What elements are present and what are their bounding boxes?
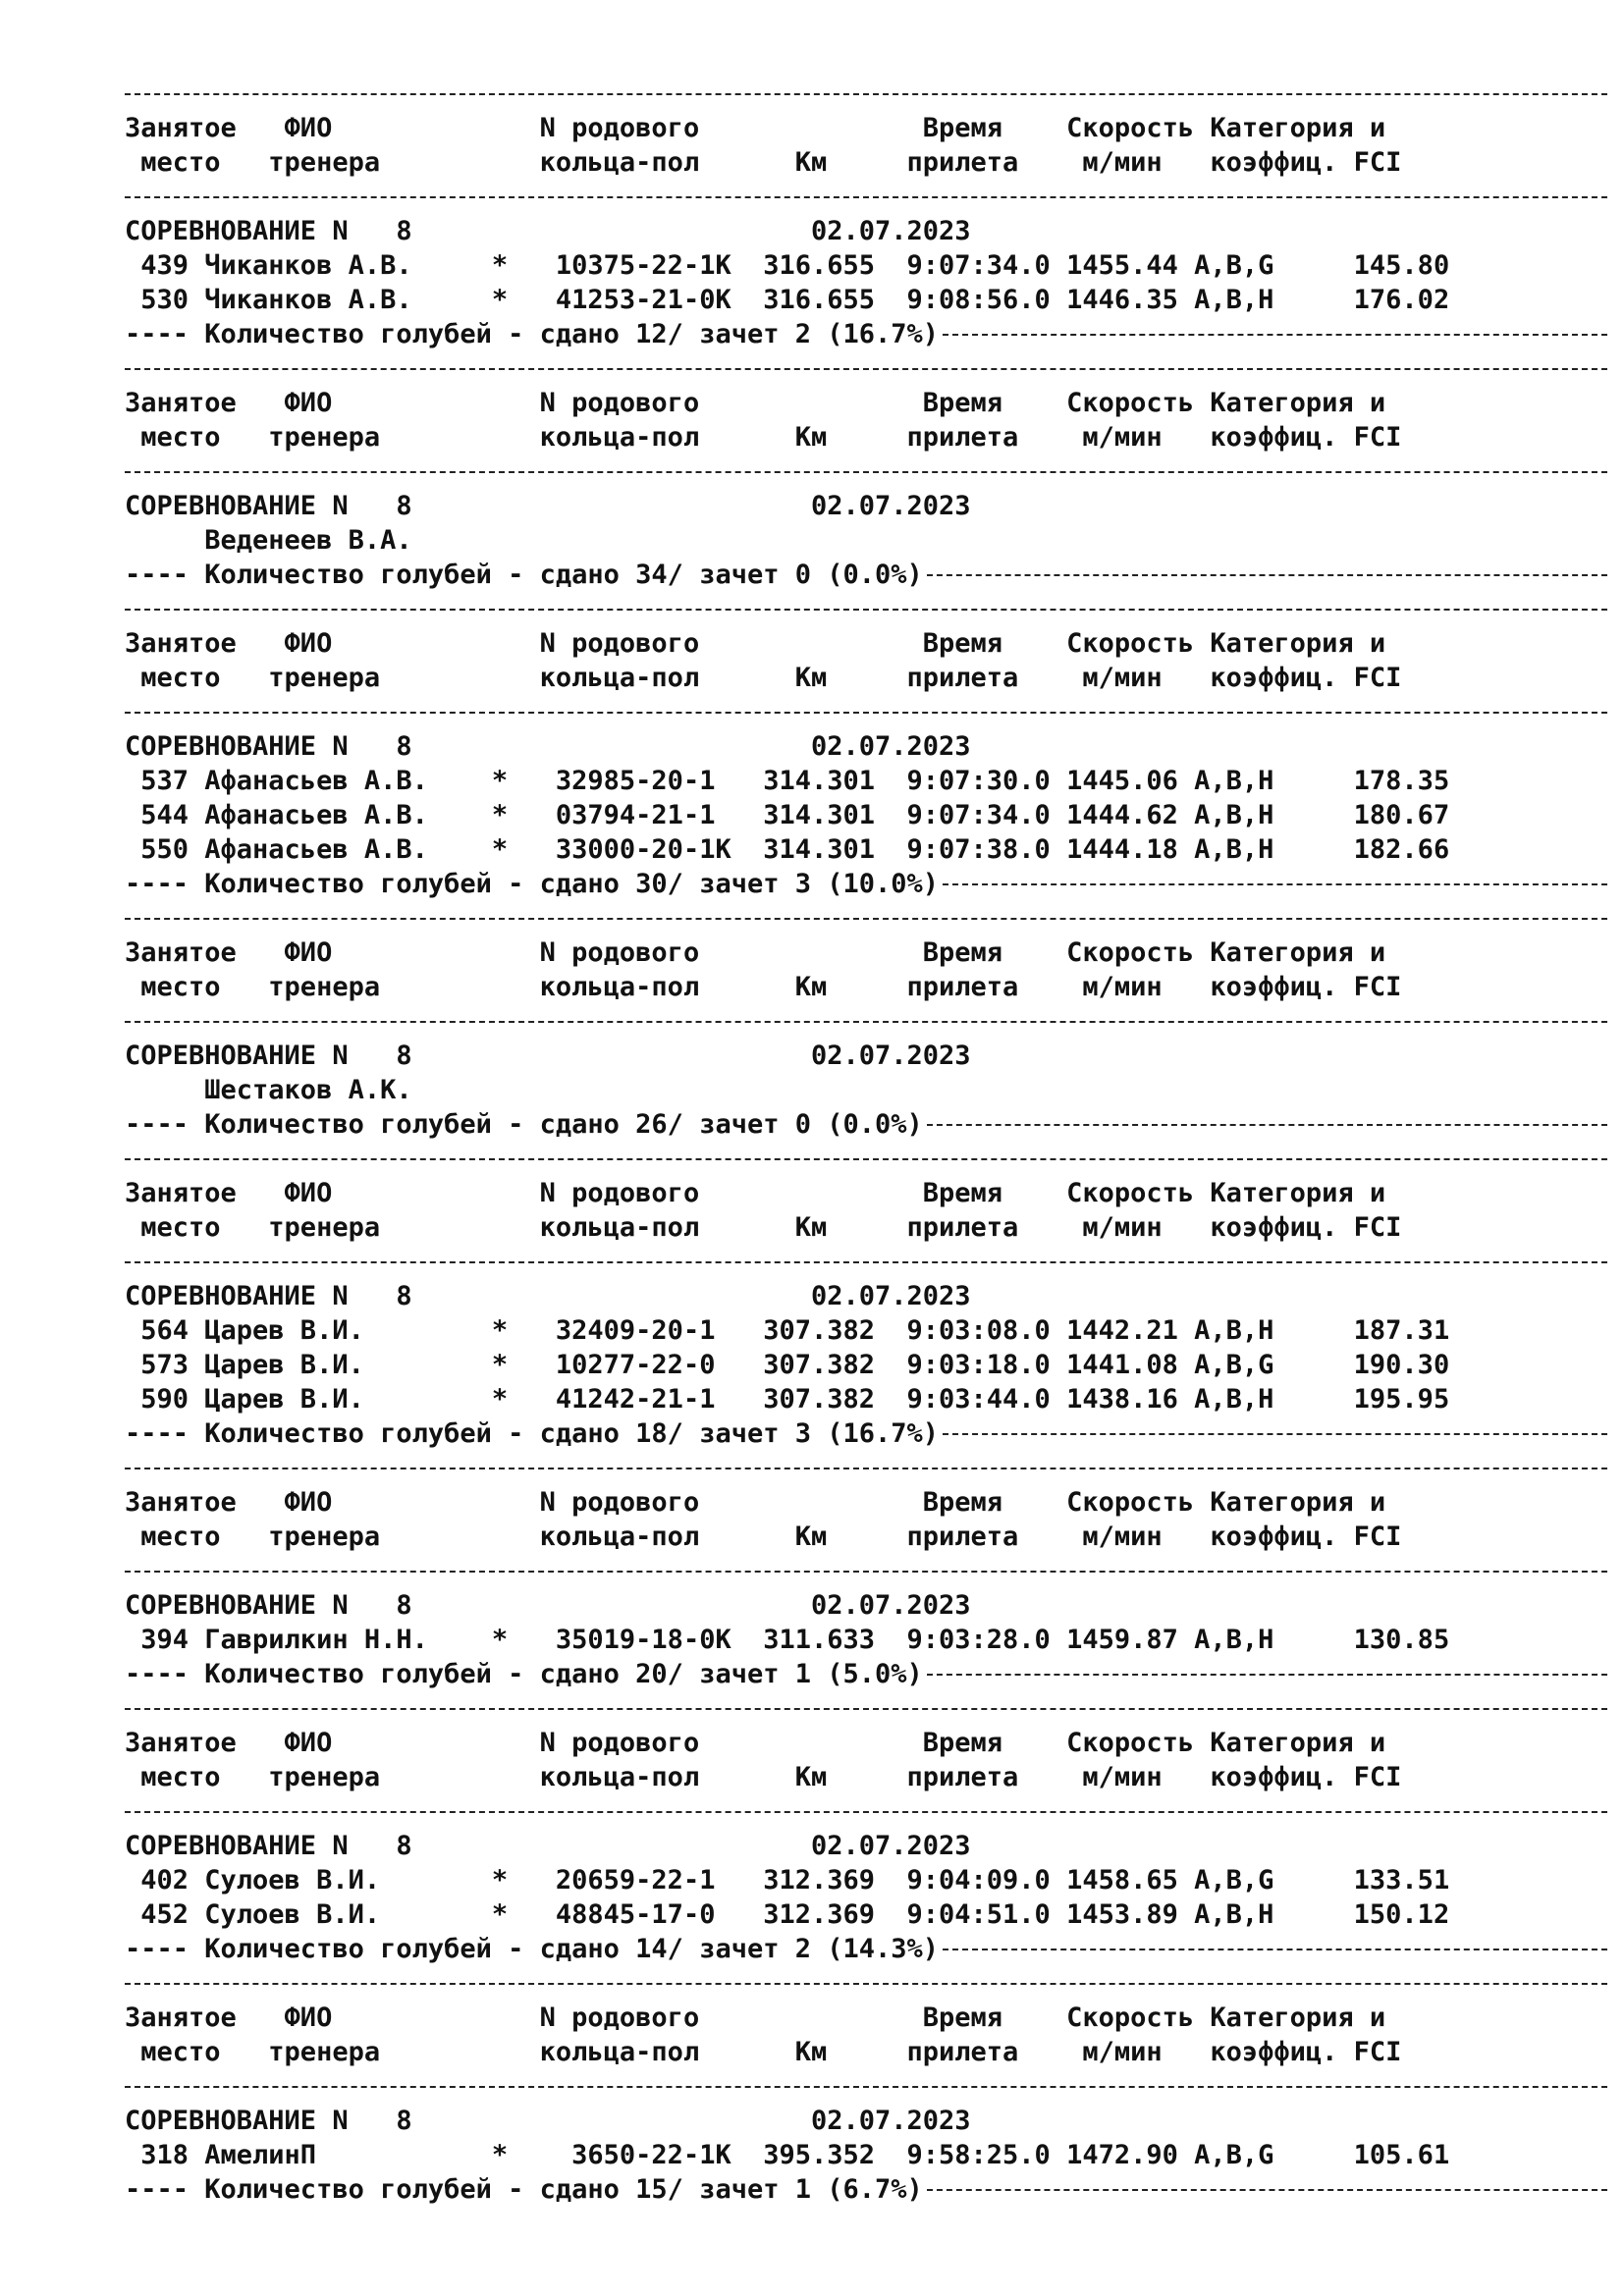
competition-line: СОРЕВНОВАНИЕ N 8 02.07.2023 bbox=[125, 1281, 971, 1311]
summary-text: ---- Количество голубей - сдано 15/ зачет 1 (6.7%) bbox=[125, 2174, 923, 2205]
column-header-line-1: Занятое ФИО N родового Время Скорость Категория и bbox=[125, 1728, 1386, 1758]
summary-dash-fill bbox=[927, 2189, 1607, 2191]
competition-line: СОРЕВНОВАНИЕ N 8 02.07.2023 bbox=[125, 1041, 971, 1071]
column-header-line-1: Занятое ФИО N родового Время Скорость Категория и bbox=[125, 937, 1386, 968]
column-header-line-1: Занятое ФИО N родового Время Скорость Категория и bbox=[125, 1178, 1386, 1208]
summary-dash-fill bbox=[927, 1124, 1607, 1126]
result-row: Веденеев В.А. bbox=[125, 525, 412, 556]
result-row: 564 Царев В.И. * 32409-20-1 307.382 9:03:08.0 1442.21 A,B,H 187.31 bbox=[125, 1315, 1450, 1346]
competition-line: СОРЕВНОВАНИЕ N 8 02.07.2023 bbox=[125, 2106, 971, 2136]
dashed-separator bbox=[125, 2069, 1607, 2104]
result-row: 318 АмелинП * 3650-22-1К 395.352 9:58:25.0 1472.90 A,B,G 105.61 bbox=[125, 2140, 1450, 2170]
dashed-separator bbox=[125, 1794, 1607, 1829]
competition-line: СОРЕВНОВАНИЕ N 8 02.07.2023 bbox=[125, 216, 971, 246]
column-header-line-2: место тренера кольца-пол Км прилета м/мин коэффиц. FCI bbox=[125, 147, 1402, 178]
dashed-separator bbox=[125, 351, 1607, 386]
competition-line: СОРЕВНОВАНИЕ N 8 02.07.2023 bbox=[125, 1590, 971, 1621]
column-header-line-2: место тренера кольца-пол Км прилета м/мин коэффиц. FCI bbox=[125, 1762, 1402, 1792]
summary-dash-fill bbox=[927, 574, 1607, 576]
competition-line: СОРЕВНОВАНИЕ N 8 02.07.2023 bbox=[125, 1831, 971, 1861]
dashed-separator bbox=[125, 1691, 1607, 1726]
pigeon-count-summary bbox=[125, 317, 1607, 351]
result-row: 573 Царев В.И. * 10277-22-0 307.382 9:03:18.0 1441.08 A,B,G 190.30 bbox=[125, 1350, 1450, 1380]
results-report bbox=[125, 77, 1607, 2207]
result-row: Шестаков А.К. bbox=[125, 1075, 412, 1105]
pigeon-count-summary bbox=[125, 867, 1607, 901]
column-header-line-1: Занятое ФИО N родового Время Скорость Категория и bbox=[125, 388, 1386, 418]
result-row: 439 Чиканков А.В. * 10375-22-1К 316.655 9:07:34.0 1455.44 A,B,G 145.80 bbox=[125, 250, 1450, 281]
summary-dash-fill bbox=[943, 334, 1607, 336]
pigeon-count-summary bbox=[125, 1107, 1607, 1142]
dashed-separator bbox=[125, 1554, 1607, 1588]
column-header-line-2: место тренера кольца-пол Км прилета м/мин коэффиц. FCI bbox=[125, 972, 1402, 1002]
result-row: 402 Сулоев В.И. * 20659-22-1 312.369 9:04:09.0 1458.65 A,B,G 133.51 bbox=[125, 1865, 1450, 1896]
summary-text: ---- Количество голубей - сдано 20/ зачет 1 (5.0%) bbox=[125, 1659, 923, 1689]
result-row: 530 Чиканков А.В. * 41253-21-0К 316.655 9:08:56.0 1446.35 A,B,H 176.02 bbox=[125, 285, 1450, 315]
summary-text: ---- Количество голубей - сдано 30/ зачет 3 (10.0%) bbox=[125, 869, 940, 899]
result-row: 590 Царев В.И. * 41242-21-1 307.382 9:03:44.0 1438.16 A,B,H 195.95 bbox=[125, 1384, 1450, 1415]
dashed-separator bbox=[125, 901, 1607, 935]
dashed-separator bbox=[125, 1142, 1607, 1176]
dashed-separator bbox=[125, 454, 1607, 489]
summary-dash-fill bbox=[943, 883, 1607, 885]
pigeon-count-summary bbox=[125, 1932, 1607, 1966]
result-row: 544 Афанасьев А.В. * 03794-21-1 314.301 9:07:34.0 1444.62 A,B,H 180.67 bbox=[125, 800, 1450, 830]
dashed-separator bbox=[125, 180, 1607, 214]
competition-line: СОРЕВНОВАНИЕ N 8 02.07.2023 bbox=[125, 491, 971, 521]
dashed-separator bbox=[125, 592, 1607, 626]
summary-text: ---- Количество голубей - сдано 34/ зачет 0 (0.0%) bbox=[125, 560, 923, 590]
summary-dash-fill bbox=[943, 1433, 1607, 1435]
pigeon-count-summary bbox=[125, 1657, 1607, 1691]
summary-text: ---- Количество голубей - сдано 18/ зачет 3 (16.7%) bbox=[125, 1418, 940, 1449]
dashed-separator bbox=[125, 1966, 1607, 2001]
summary-text: ---- Количество голубей - сдано 12/ зачет 2 (16.7%) bbox=[125, 319, 940, 349]
pigeon-count-summary bbox=[125, 2172, 1607, 2207]
summary-dash-fill bbox=[943, 1949, 1607, 1950]
column-header-line-2: место тренера кольца-пол Км прилета м/мин коэффиц. FCI bbox=[125, 422, 1402, 453]
column-header-line-2: место тренера кольца-пол Км прилета м/мин коэффиц. FCI bbox=[125, 1212, 1402, 1243]
result-row: 394 Гаврилкин Н.Н. * 35019-18-0К 311.633 9:03:28.0 1459.87 A,B,H 130.85 bbox=[125, 1625, 1450, 1655]
result-row: 452 Сулоев В.И. * 48845-17-0 312.369 9:04:51.0 1453.89 A,B,H 150.12 bbox=[125, 1899, 1450, 1930]
column-header-line-1: Занятое ФИО N родового Время Скорость Категория и bbox=[125, 2002, 1386, 2033]
competition-line: СОРЕВНОВАНИЕ N 8 02.07.2023 bbox=[125, 731, 971, 762]
result-row: 550 Афанасьев А.В. * 33000-20-1К 314.301 9:07:38.0 1444.18 A,B,H 182.66 bbox=[125, 834, 1450, 865]
column-header-line-1: Занятое ФИО N родового Время Скорость Категория и bbox=[125, 1487, 1386, 1518]
result-row: 537 Афанасьев А.В. * 32985-20-1 314.301 9:07:30.0 1445.06 A,B,H 178.35 bbox=[125, 766, 1450, 796]
pigeon-count-summary bbox=[125, 1416, 1607, 1451]
dashed-separator bbox=[125, 1245, 1607, 1279]
column-header-line-1: Занятое ФИО N родового Время Скорость Категория и bbox=[125, 628, 1386, 659]
pigeon-count-summary bbox=[125, 558, 1607, 592]
column-header-line-1: Занятое ФИО N родового Время Скорость Категория и bbox=[125, 113, 1386, 143]
column-header-line-2: место тренера кольца-пол Км прилета м/мин коэффиц. FCI bbox=[125, 1522, 1402, 1552]
column-header-line-2: место тренера кольца-пол Км прилета м/мин коэффиц. FCI bbox=[125, 663, 1402, 693]
dashed-separator bbox=[125, 1451, 1607, 1485]
summary-text: ---- Количество голубей - сдано 26/ зачет 0 (0.0%) bbox=[125, 1109, 923, 1140]
summary-dash-fill bbox=[927, 1674, 1607, 1676]
dashed-separator bbox=[125, 1004, 1607, 1039]
column-header-line-2: место тренера кольца-пол Км прилета м/мин коэффиц. FCI bbox=[125, 2037, 1402, 2067]
dashed-separator bbox=[125, 77, 1607, 111]
summary-text: ---- Количество голубей - сдано 14/ зачет 2 (14.3%) bbox=[125, 1934, 940, 1964]
dashed-separator bbox=[125, 695, 1607, 729]
